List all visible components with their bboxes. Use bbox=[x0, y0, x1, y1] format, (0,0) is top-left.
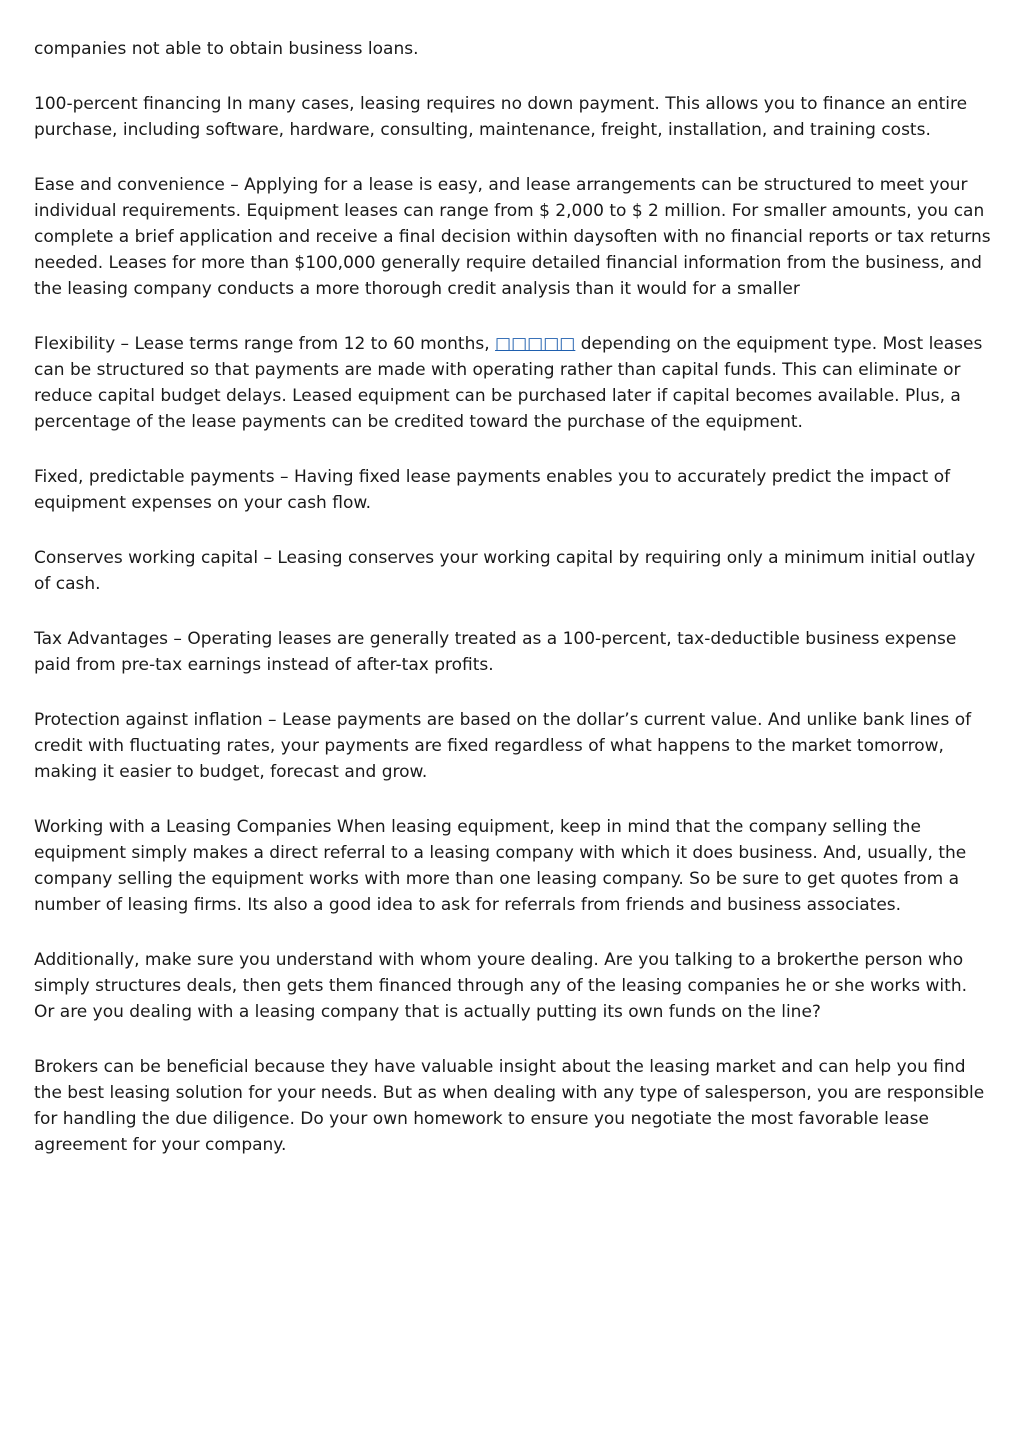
paragraph-tax-advantages: Tax Advantages – Operating leases are generally treated as a 100-percent, tax-deductible business expense paid from pre-tax earnings instead of after-tax profits. bbox=[34, 629, 957, 675]
inline-link[interactable]: □□□□□ bbox=[495, 334, 576, 354]
paragraph-financing: 100-percent financing In many cases, leasing requires no down payment. This allows you to finance an entire purchase, including software, hardware, consulting, maintenance, freight, installation, and training costs. bbox=[34, 94, 968, 140]
paragraph-dealing: Additionally, make sure you understand with whom youre dealing. Are you talking to a brokerthe person who simply structures deals, then gets them financed through any of the leasing companies he or she works with. Or are you dealing with a leasing company that is actually putting its own funds on the line? bbox=[34, 950, 967, 1022]
flexibility-text-start: Flexibility – Lease terms range from 12 to 60 months, bbox=[34, 334, 496, 354]
paragraph-leasing-companies: Working with a Leasing Companies When leasing equipment, keep in mind that the company selling the equipment simply makes a direct referral to a leasing company with which it does business. And, usually, the company selling the equipment works with more than one leasing company. So be sure to get quotes from a number of leasing firms. Its also a good idea to ask for referrals from friends and business associates. bbox=[34, 817, 967, 915]
paragraph-working-capital: Conserves working capital – Leasing conserves your working capital by requiring only a minimum initial outlay of cash. bbox=[34, 548, 976, 594]
paragraph-brokers: Brokers can be beneficial because they have valuable insight about the leasing market and can help you find the best leasing solution for your needs. But as when dealing with any type of salesperson, you are responsible for handling the due diligence. Do your own homework to ensure you negotiate the most favorable lease agreement for your company. bbox=[34, 1057, 985, 1155]
paragraph-ease-convenience: Ease and convenience – Applying for a lease is easy, and lease arrangements can be structured to meet your individual requirements. Equipment leases can range from $ 2,000 to $ 2 million. For smaller amounts, you can complete a brief application and receive a final decision within daysoften with no financial reports or tax returns needed. Leases for more than $100,000 generally require detailed financial information from the business, and the leasing company conducts a more thorough credit analysis than it would for a smaller bbox=[34, 175, 991, 299]
document-page bbox=[34, 36, 992, 1187]
paragraph-flexibility bbox=[34, 331, 992, 435]
paragraph-fixed-payments: Fixed, predictable payments – Having fixed lease payments enables you to accurately predict the impact of equipment expenses on your cash flow. bbox=[34, 467, 951, 513]
paragraph-inflation: Protection against inflation – Lease payments are based on the dollar’s current value. And unlike bank lines of credit with fluctuating rates, your payments are fixed regardless of what happens to the market tomorrow, making it easier to budget, forecast and grow. bbox=[34, 710, 972, 782]
paragraph-loans: companies not able to obtain business loans. bbox=[34, 39, 419, 59]
flexibility-text-end: depending on the equipment type. Most leases can be structured so that payments are made with operating rather than capital funds. This can eliminate or reduce capital budget delays. Leased equipment can be purchased later if capital becomes available. Plus, a percentage of the lease payments can be credited toward the purchase of the equipment. bbox=[34, 334, 983, 432]
